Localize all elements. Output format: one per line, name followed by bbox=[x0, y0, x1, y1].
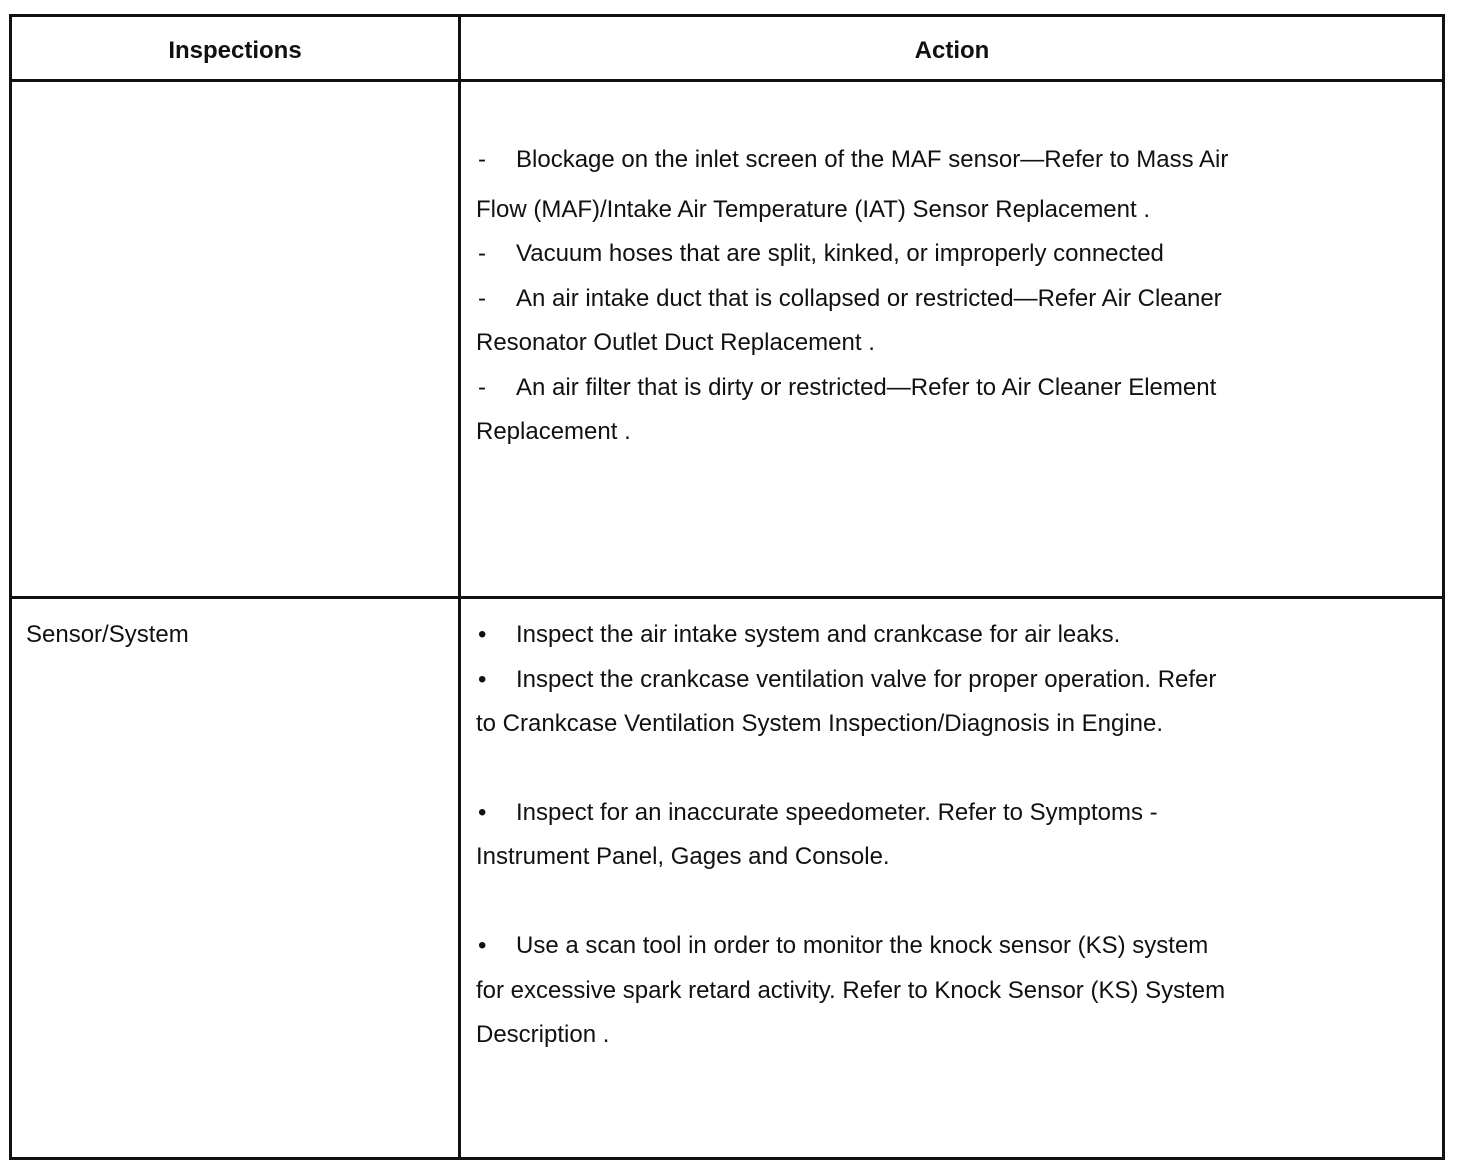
header-inspections: Inspections bbox=[168, 37, 302, 64]
action-line: to Crankcase Ventilation System Inspection/Diagnosis in Engine. bbox=[476, 710, 1164, 737]
action-line: An air filter that is dirty or restricted—Refer to Air Cleaner Element bbox=[516, 374, 1217, 401]
action-line: An air intake duct that is collapsed or restricted—Refer Air Cleaner bbox=[516, 285, 1222, 312]
dash-marker: - bbox=[478, 146, 486, 173]
action-line: Replacement . bbox=[476, 418, 631, 445]
dash-marker: - bbox=[478, 285, 486, 312]
action-line: Instrument Panel, Gages and Console. bbox=[476, 843, 890, 870]
bullet-marker: • bbox=[478, 799, 487, 826]
action-line: Use a scan tool in order to monitor the knock sensor (KS) system bbox=[516, 932, 1209, 959]
bullet-marker: • bbox=[478, 666, 487, 693]
action-line: Inspect the air intake system and crankcase for air leaks. bbox=[516, 621, 1121, 648]
header-divider bbox=[9, 79, 1445, 82]
dash-marker: - bbox=[478, 240, 486, 267]
action-line: Inspect for an inaccurate speedometer. Refer to Symptoms - bbox=[516, 799, 1158, 826]
action-line: Blockage on the inlet screen of the MAF sensor—Refer to Mass Air bbox=[516, 146, 1229, 173]
table-border-bottom bbox=[9, 1157, 1445, 1160]
table-border-left bbox=[9, 14, 12, 1160]
action-line: Vacuum hoses that are split, kinked, or improperly connected bbox=[516, 240, 1164, 267]
action-line: Flow (MAF)/Intake Air Temperature (IAT) Sensor Replacement . bbox=[476, 196, 1151, 223]
action-line: Resonator Outlet Duct Replacement . bbox=[476, 329, 875, 356]
action-line: for excessive spark retard activity. Refer to Knock Sensor (KS) System bbox=[476, 977, 1226, 1004]
bullet-marker: • bbox=[478, 621, 487, 648]
dash-marker: - bbox=[478, 374, 486, 401]
table-border-right bbox=[1442, 14, 1445, 1160]
action-line: Description . bbox=[476, 1021, 610, 1048]
table-border-top bbox=[9, 14, 1445, 17]
bullet-marker: • bbox=[478, 932, 487, 959]
header-action: Action bbox=[914, 37, 990, 64]
row-divider bbox=[9, 596, 1445, 599]
inspection-cell: Sensor/System bbox=[26, 621, 189, 648]
action-line: Inspect the crankcase ventilation valve for proper operation. Refer bbox=[516, 666, 1217, 693]
column-divider bbox=[458, 14, 461, 1160]
